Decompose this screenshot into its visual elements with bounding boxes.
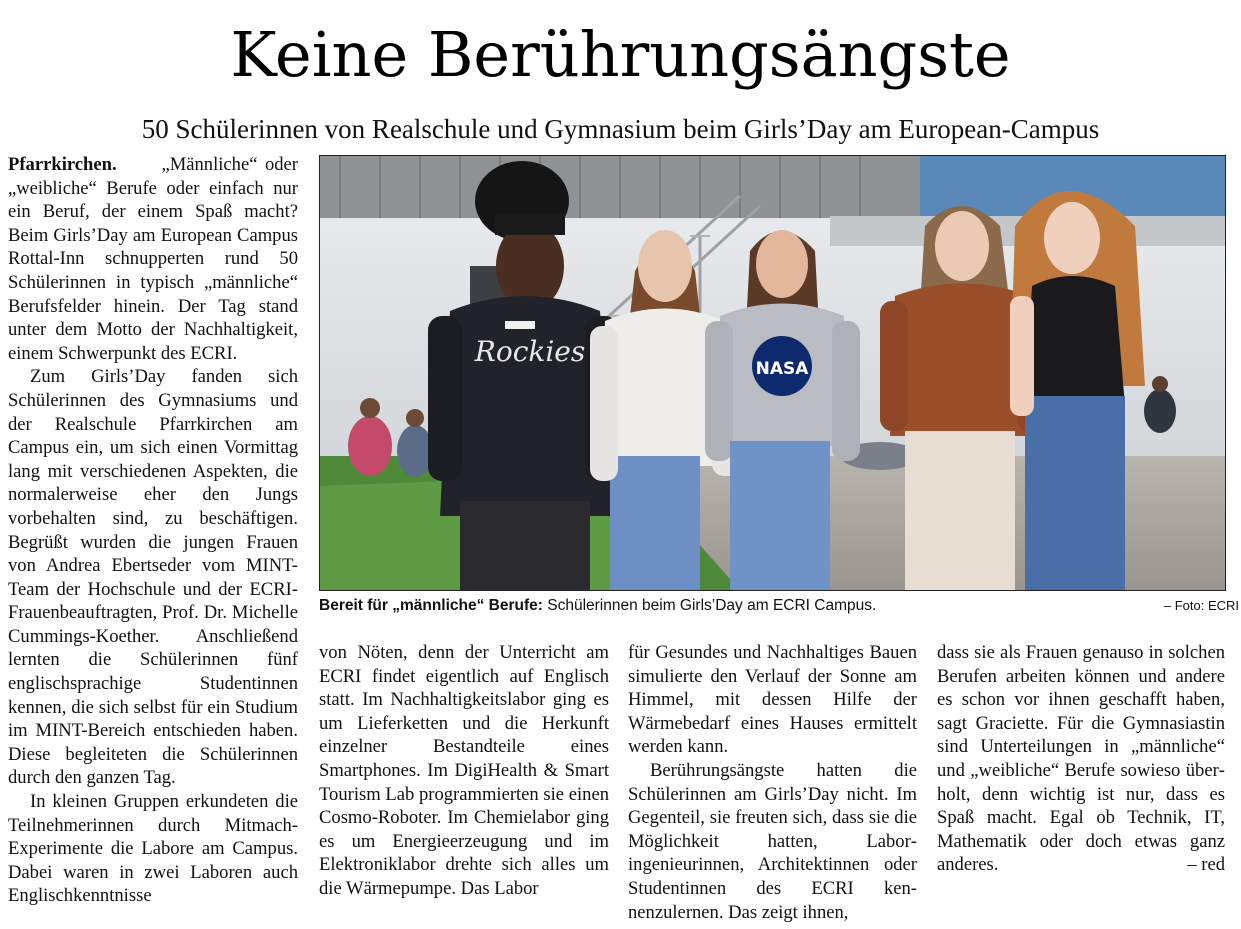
subheadline: 50 Schülerinnen von Realschule und Gymnasium beim Girls’Day am European-Campus: [141, 114, 1100, 144]
dateline: Pfarrkirchen.: [8, 154, 117, 175]
caption-text: Schülerinnen beim Girls’Day am ECRI Campus.: [542, 597, 877, 614]
photo-credit: – Foto: ECRI: [1163, 598, 1239, 613]
paragraph-5: für Gesundes und Nachhaltiges Bauen simulierte den Verlauf der Sonne am Himmel, mit dessen Hilfe der Wärmebedarf eines Hauses ermittelt werden kann.: [628, 642, 917, 758]
paragraph-7: [937, 641, 1225, 877]
signoff: – red: [1187, 854, 1225, 876]
paragraph-intro-text: „Männliche“ oder „weibliche“ Berufe oder einfach nur ein Beruf, der einem Spaß macht? Beim Girls’Day am European Campus Rottal-Inn schnupperten rund 50 Schülerinnen in typisch „männliche“ Berufsfelder hinein. Der Tag stand unter dem Motto der Nachhaltigkeit, einem Schwerpunkt des ECRI.: [8, 154, 298, 364]
caption-bold: Bereit für „männliche“ Berufe:: [319, 597, 543, 614]
hoodie-text: NASA: [755, 359, 809, 379]
paragraph-6: Berührungsängste hatten die Schülerinnen am Girls’Day nicht. Im Gegenteil, sie freuten sich, dass sie die Möglichkeit hatten, Laboringenieurinnen, Architektinnen oder Studentinnen des ECRI kennenzulernen. Das zeigt ihnen,: [628, 759, 917, 923]
shirt-text: Rockies: [474, 335, 586, 368]
paragraph-3: In kleinen Gruppen erkundeten die Teilnehmerinnen durch Mitmach-Experimente die Labore am Campus. Dabei waren in zwei Laboren auch Englischkenntnisse: [8, 791, 298, 907]
headline: Keine Berührungsängste: [230, 18, 1011, 91]
text-column-4: [937, 641, 1225, 877]
text-column-1: [8, 153, 298, 908]
text-column-2: [319, 641, 609, 901]
paragraph-4: von Nöten, denn der Unterricht am ECRI findet eigentlich auf Englisch statt. Im Nachhaltigkeitslabor ging es um Lieferketten und die Herkunft einzelner Bestandteile eines Smartphones. Im DigiHealth & Smart Tourism Lab programmierten sie einen Cosmo-Roboter. Im Chemielabor ging es um Energieerzeugung und im Elektroniklabor drehte sich alles um die Wärmepumpe. Das Labor: [319, 642, 609, 899]
paragraph-2: Zum Girls’Day fanden sich Schülerinnen des Gymnasiums und der Realschule Pfarrkirchen am Campus ein, um sich einen Vormittag lang mit verschiedenen Aspekten, die normalerweise eher den Jungs vorbehalten sind, zu beschäftigen. Begrüßt wurden die jungen Frauen von Andrea Ebertseder vom MINT-Team der Hochschule und der ECRI-Frauenbeauftragten, Prof. Dr. Michelle Cummings-Koether. Anschließend lernten die Schülerinnen fünf englischsprachige Studentinnen kennen, die sich selbst für ein Studium im MINT-Bereich entschieden haben. Diese begleiteten die Schülerinnen durch den ganzen Tag.: [8, 366, 298, 789]
text-column-3: [628, 641, 917, 924]
paragraph-7-text: dass sie als Frauen genauso in solchen Berufen arbeiten können und andere es schon vor ihnen geschafft haben, sagt Graciette. Für die Gymnasiastin sind Unterteilungen in „männliche“ und „weibliche“ Berufe sowieso überholt, denn wichtig ist nur, dass es Spaß macht. Egal ob Technik, IT, Mathematik oder doch etwas ganz anderes.: [937, 642, 1225, 876]
article-photo: [319, 155, 1226, 591]
photo-caption: [319, 595, 1239, 617]
photo-illustration: [320, 156, 1225, 590]
paragraph-intro: [8, 153, 298, 365]
